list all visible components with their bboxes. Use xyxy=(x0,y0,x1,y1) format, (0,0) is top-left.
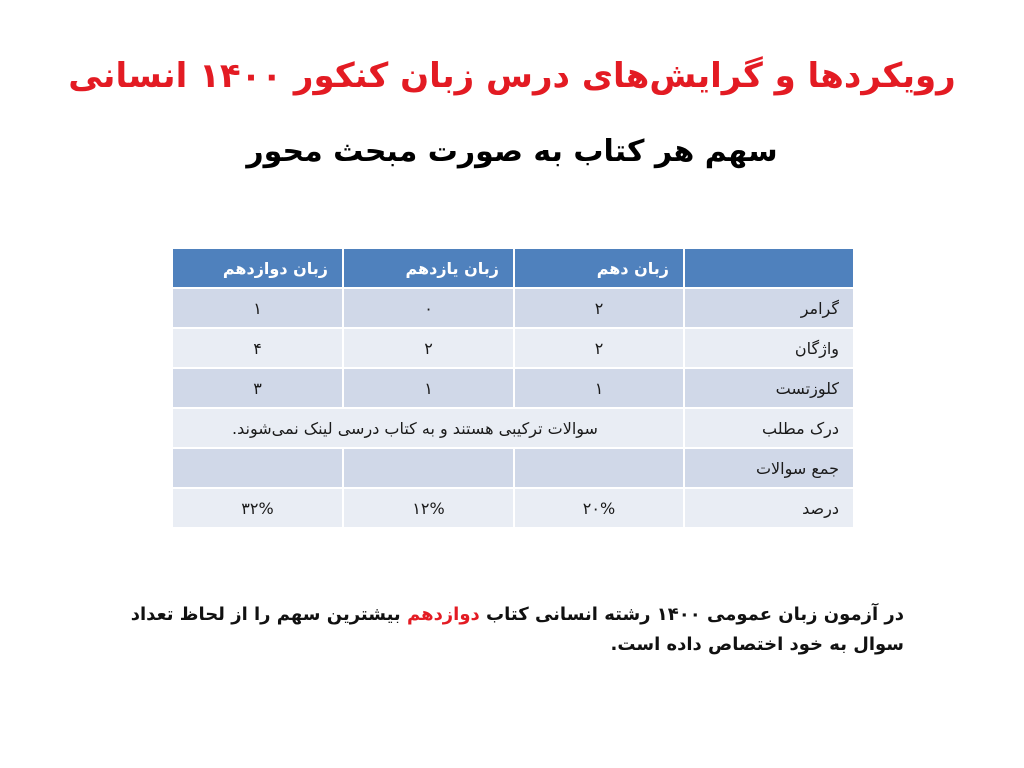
slide-title: رویکردها و گرایش‌های درس زبان کنکور ۱۴۰۰ انسانی xyxy=(68,56,956,96)
table-row xyxy=(172,328,854,368)
table-cell xyxy=(172,448,343,488)
note-text-end: بیشترین سهم را از لحاظ تعداد سوال به خود اختصاص داده است. xyxy=(130,604,904,655)
table-cell: ۰ xyxy=(343,288,514,328)
table-header-row xyxy=(172,248,854,288)
table-cell: ۴ xyxy=(172,328,343,368)
table-cell: ۳ xyxy=(172,368,343,408)
conclusion-note xyxy=(90,600,904,660)
table-cell: ۲ xyxy=(343,328,514,368)
merged-cell: سوالات ترکیبی هستند و به کتاب درسی لینک نمی‌شوند. xyxy=(172,408,684,448)
note-highlight: دوازدهم xyxy=(406,604,480,625)
table-cell: ۱ xyxy=(343,368,514,408)
row-label: کلوزتست xyxy=(684,368,854,408)
table-cell: ۳۲% xyxy=(172,488,343,528)
row-label: جمع سوالات xyxy=(684,448,854,488)
table-row xyxy=(172,368,854,408)
table-cell: ۲۰% xyxy=(514,488,684,528)
row-label: گرامر xyxy=(684,288,854,328)
table-row xyxy=(172,488,854,528)
header-cell-grade12: زبان دوازدهم xyxy=(172,248,343,288)
row-label: درصد xyxy=(684,488,854,528)
table-cell: ۱ xyxy=(514,368,684,408)
table-cell: ۱ xyxy=(172,288,343,328)
header-cell-grade10: زبان دهم xyxy=(514,248,684,288)
note-text-start: در آزمون زبان عمومی ۱۴۰۰ رشته انسانی کتاب xyxy=(479,604,904,625)
table-cell xyxy=(514,448,684,488)
table-row xyxy=(172,448,854,488)
row-label: واژگان xyxy=(684,328,854,368)
header-cell-topic xyxy=(684,248,854,288)
table-row xyxy=(172,288,854,328)
book-share-table xyxy=(171,247,855,529)
table-cell: ۱۲% xyxy=(343,488,514,528)
header-cell-grade11: زبان یازدهم xyxy=(343,248,514,288)
slide-subtitle: سهم هر کتاب به صورت مبحث محور xyxy=(246,134,778,169)
row-label: درک مطلب xyxy=(684,408,854,448)
table-row xyxy=(172,408,854,448)
table-cell: ۲ xyxy=(514,328,684,368)
table-cell: ۲ xyxy=(514,288,684,328)
table-cell xyxy=(343,448,514,488)
